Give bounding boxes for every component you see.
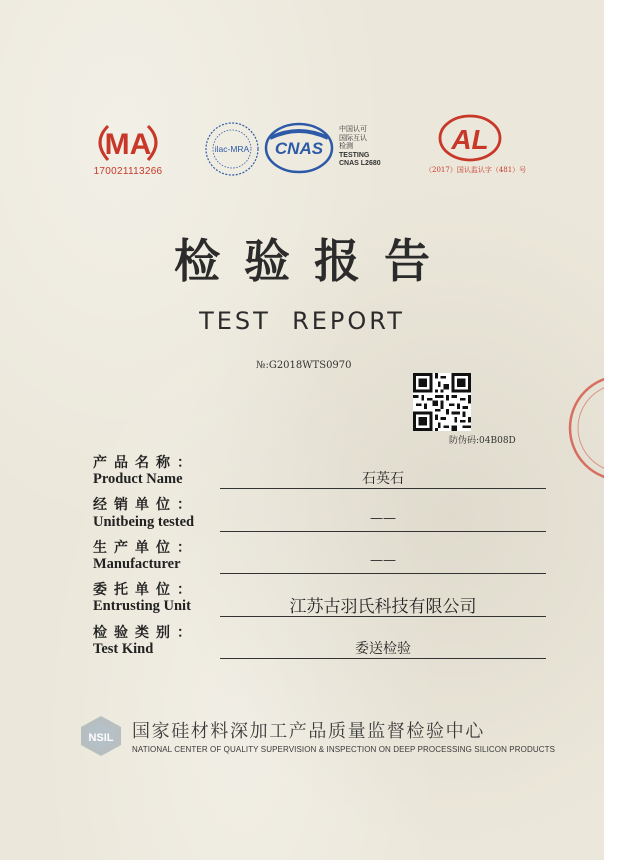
test-kind-label-en: Test Kind — [93, 641, 154, 657]
cma-text: MA — [104, 128, 152, 161]
cal-number: （2017）国认监认字（481）号 — [425, 166, 527, 174]
distributor-label-cn: 经销单位： — [93, 497, 198, 513]
anti-counterfeit-code: 防伪码:04B08D — [449, 436, 516, 446]
svg-text:AL: AL — [451, 124, 489, 155]
cnas-line: 中国认可 — [339, 126, 367, 133]
product-name-label-en: Product Name — [93, 471, 183, 487]
report-number: №:G2018WTS0970 — [256, 360, 352, 371]
title-english: TEST REPORT — [199, 307, 405, 335]
title-chinese: 检验报告 — [174, 234, 454, 288]
cnas-text-block — [339, 126, 381, 169]
cnas-line: 检测 — [339, 143, 353, 150]
manufacturer-value: —— — [370, 553, 396, 568]
manufacturer-label-cn: 生产单位： — [93, 540, 198, 556]
field-underline — [220, 573, 546, 574]
product-name-label-cn: 产品名称： — [93, 455, 198, 471]
cnas-line: CNAS L2680 — [339, 160, 381, 167]
cnas-line: TESTING — [339, 151, 370, 159]
official-seal — [562, 368, 604, 488]
field-underline — [220, 488, 546, 489]
cma-number: 17002111326​6 — [93, 166, 163, 177]
center-name-en: NATIONAL CENTER OF QUALITY SUPERVISION & INSPECTION ON DEEP PROCESSING SILICON PRODUCTS — [132, 745, 555, 754]
nsil-logo — [78, 714, 124, 758]
svg-text:CNAS: CNAS — [274, 139, 324, 158]
cnas-logo — [262, 120, 336, 176]
field-underline — [220, 658, 546, 659]
field-underline — [220, 616, 546, 617]
test-kind-value: 委送检验 — [355, 641, 411, 657]
manufacturer-label-en: Manufacturer — [93, 556, 181, 572]
svg-text:NSIL: NSIL — [88, 732, 114, 744]
qr-code — [413, 373, 471, 431]
cnas-line: 国际互认 — [339, 134, 367, 142]
field-underline — [220, 531, 546, 532]
svg-text:ilac-MRA: ilac-MRA — [214, 144, 250, 154]
client-label-en: Entrusting Unit — [93, 598, 191, 614]
center-name-cn: 国家硅材料深加工产品质量监督检验中心 — [132, 721, 485, 742]
distributor-value: —— — [370, 511, 396, 526]
distributor-label-en: Unitbeing tested — [93, 514, 195, 530]
cal-logo — [436, 112, 504, 166]
client-value: 江苏古羽氏科技有限公司 — [289, 597, 477, 617]
test-kind-label-cn: 检验类别： — [93, 625, 198, 641]
client-label-cn: 委托单位： — [93, 582, 198, 598]
ilac-mra-logo — [204, 121, 260, 177]
product-name-value: 石英石 — [362, 471, 404, 487]
